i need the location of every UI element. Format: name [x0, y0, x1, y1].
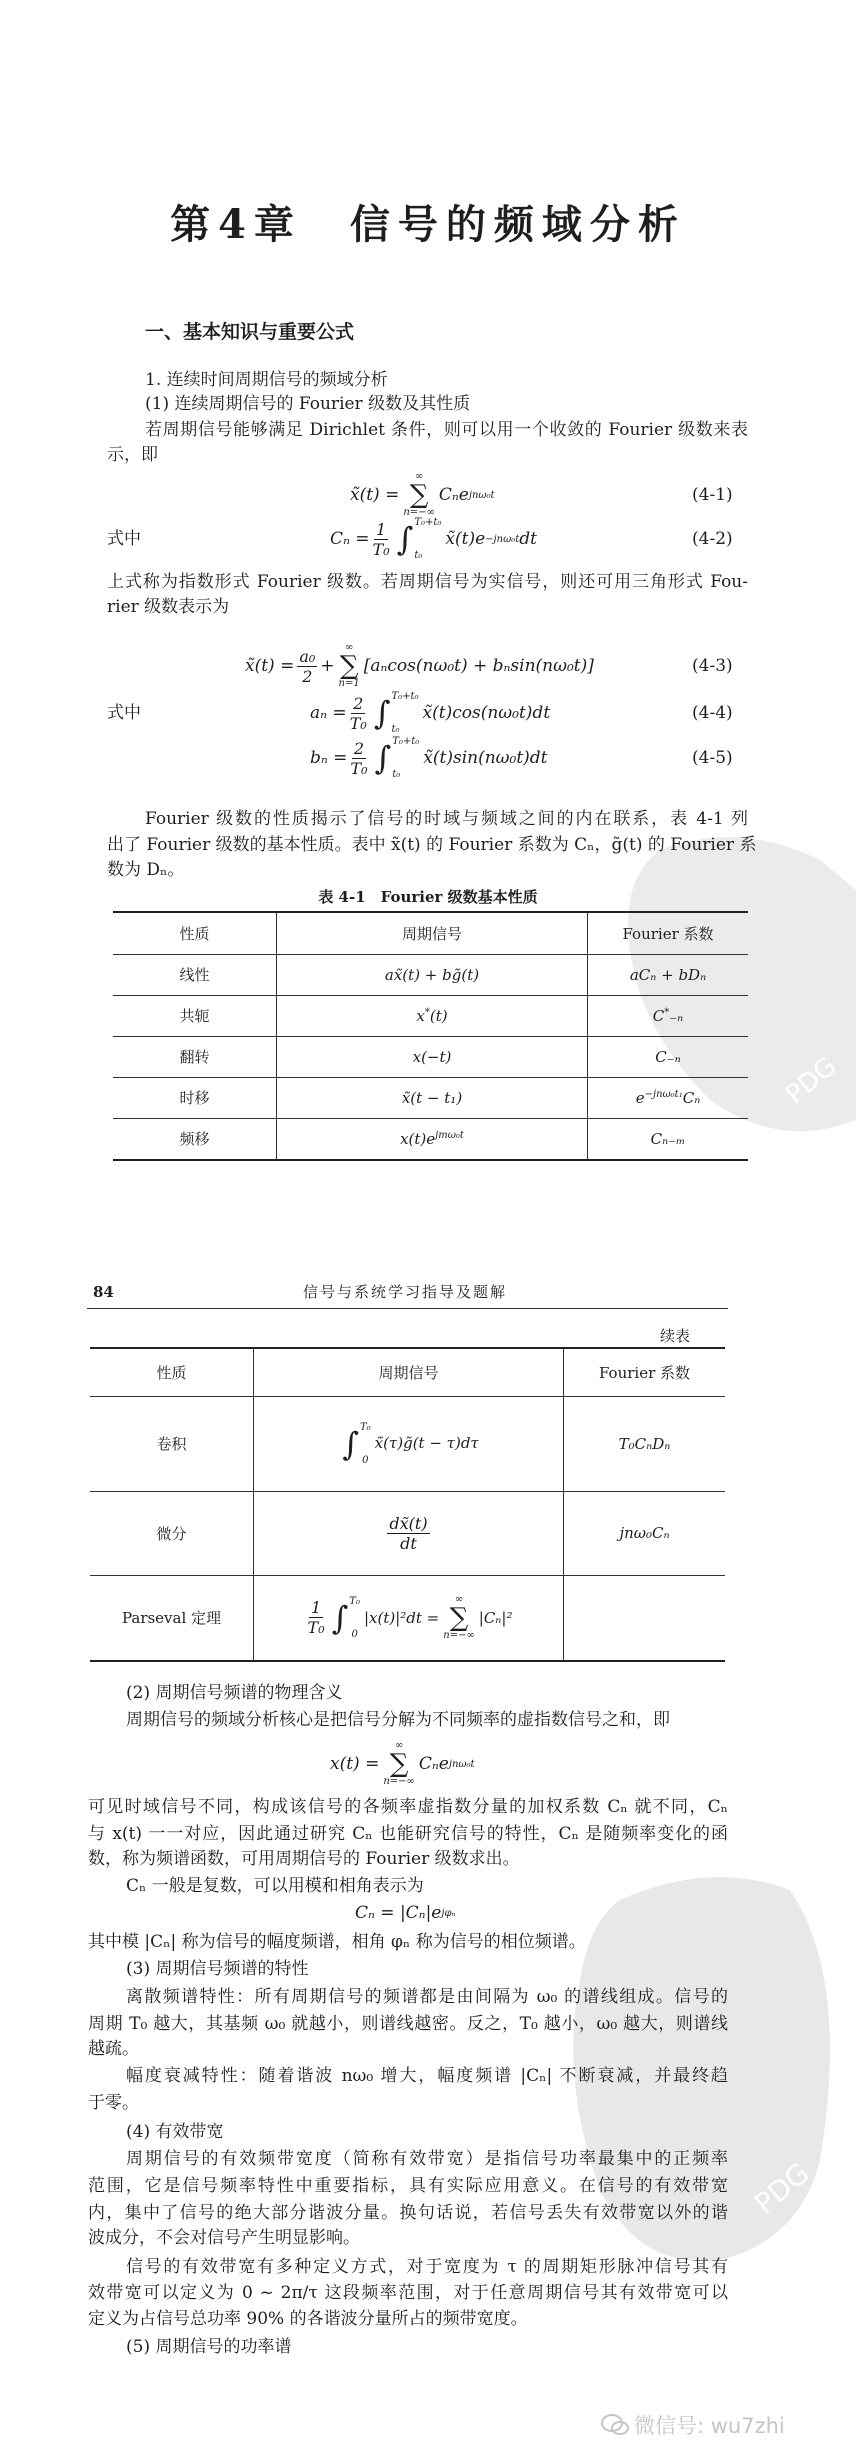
paragraph-line: 越疏。 [88, 2039, 139, 2059]
paragraph-line: 其中模 |Cₙ| 称为信号的幅度频谱，相角 φₙ 称为信号的相位频谱。 [88, 1932, 586, 1952]
coefficient-cell [588, 995, 749, 1036]
table-row [113, 1077, 748, 1118]
integral: ∫ T₀ 0 [342, 1421, 371, 1466]
section-heading: 一、基本知识与重要公式 [145, 321, 355, 343]
sum-upper: ∞ [454, 1593, 464, 1605]
subsection-heading: 1. 连续时间周期信号的频域分析 [145, 370, 388, 390]
equation-4-4 [310, 688, 550, 738]
paragraph-line: 幅度衰减特性：随着谐波 nω₀ 增大，幅度频谱 |Cₙ| 不断衰减，并最终趋 [126, 2066, 728, 2086]
denominator: T₀ [307, 1618, 325, 1638]
int-upper: T₀+t₀ [391, 691, 419, 702]
paragraph-line: 数，称为频谱函数，可用周期信号的 Fourier 级数求出。 [88, 1849, 520, 1869]
equation-4-1 [350, 470, 495, 520]
svg-text:PDG: PDG [780, 1051, 843, 1111]
int-lower: t₀ [414, 550, 423, 561]
wechat-icon [600, 2412, 630, 2438]
fourier-properties-table-continued [90, 1347, 725, 1662]
coef-tail: ₋ₙ [669, 1006, 684, 1025]
paragraph-line: 可见时域信号不同，构成该信号的各频率虚指数分量的加权系数 Cₙ 就不同，Cₙ [88, 1797, 728, 1817]
signal-cell [254, 1575, 564, 1661]
eq-exponent: jnω₀t [448, 1758, 475, 1770]
int-upper: T₀ [349, 1595, 360, 1607]
eq-body: x̃(t)cos(nω₀t)dt [422, 703, 551, 723]
paragraph-line: 离散频谱特性：所有周期信号的频谱都是由间隔为 ω₀ 的谱线组成。信号的 [126, 1987, 728, 2007]
int-upper: T₀+t₀ [414, 517, 442, 528]
equation-4-2 [330, 514, 537, 564]
header-cell: 周期信号 [277, 912, 588, 954]
property-cell: 时移 [113, 1077, 277, 1118]
int-lower: 0 [362, 1454, 369, 1466]
paragraph-line: 若周期信号能够满足 Dirichlet 条件，则可以用一个收敛的 Fourier 级数来表 [145, 420, 748, 440]
table-row [90, 1396, 725, 1491]
coef-sup: −jnω₀t₁ [644, 1088, 683, 1100]
sum-lower: n=−∞ [443, 1629, 475, 1641]
table-header-row [90, 1348, 725, 1396]
numerator: 1 [310, 1598, 322, 1618]
coefficient-cell: C₋ₙ [588, 1036, 749, 1077]
int-lower: t₀ [391, 724, 400, 735]
eq-body: x̃(t)e [445, 529, 486, 549]
integrand: x̃(τ)g̃(t − τ)dτ [374, 1433, 479, 1452]
integral: ∫ T₀+t₀ t₀ [373, 691, 419, 735]
signal-cell: ax̃(t) + bg̃(t) [277, 954, 588, 995]
table-caption: 表 4-1 Fourier 级数基本性质 [318, 888, 538, 906]
where-label: 式中 [107, 703, 141, 723]
signal-sup: * [424, 1006, 430, 1018]
coefficient-cell: T₀CₙDₙ [564, 1396, 726, 1491]
paragraph-line: 信号的有效带宽有多种定义方式，对于宽度为 τ 的周期矩形脉冲信号其有 [126, 2257, 728, 2277]
fourier-properties-table [113, 911, 748, 1161]
coefficient-cell [564, 1575, 726, 1661]
equation-number: (4-2) [692, 529, 733, 549]
header-cell: Fourier 系数 [588, 912, 749, 954]
equation-number: (4-5) [692, 748, 733, 768]
numerator: dx̃(t) [389, 1513, 428, 1533]
equation-magnitude-phase [355, 1901, 456, 1925]
coef-sup: * [664, 1006, 670, 1018]
property-cell: 线性 [113, 954, 277, 995]
eq-tail: dt [519, 529, 537, 549]
coef-tail: Cₙ [682, 1088, 701, 1107]
equation-number: (4-4) [692, 703, 733, 723]
continued-table-label: 续表 [660, 1327, 691, 1345]
header-cell: 性质 [113, 912, 277, 954]
coef-text: e [635, 1088, 645, 1107]
header-rule [87, 1308, 728, 1309]
numerator: 2 [353, 738, 365, 758]
signal-text: x [416, 1006, 425, 1025]
table-row [113, 995, 748, 1036]
table-row [113, 1036, 748, 1077]
signal-sup: jmω₀t [435, 1129, 464, 1141]
item-heading: (1) 连续周期信号的 Fourier 级数及其性质 [145, 394, 471, 414]
eq-term: Cₙe [418, 1754, 449, 1774]
paragraph-line: Fourier 级数的性质揭示了信号的时域与频域之间的内在联系，表 4-1 列 [145, 809, 748, 829]
paragraph-line: 上式称为指数形式 Fourier 级数。若周期信号为实信号，则还可用三角形式 Fou- [107, 572, 748, 592]
denominator: dt [400, 1533, 417, 1553]
paragraph-line: 范围，它是信号频率特性中重要指标，具有实际应用意义。在信号的有效带宽 [88, 2176, 728, 2196]
table-row [90, 1575, 725, 1661]
paragraph-line: 与 x(t) 一一对应，因此通过研究 Cₙ 也能研究信号的特性，Cₙ 是随频率变化的函 [88, 1824, 728, 1844]
equation-4-3 [245, 641, 594, 691]
denominator: T₀ [372, 539, 390, 559]
paragraph-line: 波成分，不会对信号产生明显影响。 [88, 2228, 360, 2248]
table-row [113, 1118, 748, 1160]
wechat-watermark [600, 2410, 785, 2440]
signal-tail: (t) [429, 1006, 448, 1025]
table-row [90, 1491, 725, 1575]
signal-cell [254, 1491, 564, 1575]
eq-term: Cₙe [438, 485, 469, 505]
eq-lhs: Cₙ = |Cₙ|e [355, 1903, 442, 1923]
equation-4-5 [310, 733, 548, 783]
integral: ∫ T₀+t₀ t₀ [396, 517, 442, 561]
sum-lower: n=1 [338, 678, 360, 689]
integral: ∫ T₀+t₀ t₀ [374, 736, 420, 780]
property-cell: 翻转 [113, 1036, 277, 1077]
running-title: 信号与系统学习指导及题解 [302, 1283, 507, 1301]
plus-sign: + [320, 656, 335, 676]
equation-fourier-series [330, 1739, 475, 1789]
summation: ∞ ∑ n=1 [338, 642, 360, 689]
integral: ∫ T₀ 0 [331, 1595, 360, 1640]
paragraph-line: 周期 T₀ 越大，其基频 ω₀ 就越小，则谱线越密。反之，T₀ 越小，ω₀ 越大，则谱线 [88, 2014, 728, 2034]
signal-cell: x(−t) [277, 1036, 588, 1077]
signal-cell [277, 1118, 588, 1160]
paragraph-line: 效带宽可以定义为 0 ~ 2π/τ 这段频率范围，对于任意周期信号其有效带宽可以 [88, 2283, 728, 2303]
paragraph-line: 周期信号的有效频带宽度（简称有效带宽）是指信号功率最集中的正频率 [126, 2149, 728, 2169]
table-row [113, 954, 748, 995]
property-cell: 卷积 [90, 1396, 254, 1491]
eq-lhs: Cₙ = [330, 529, 370, 549]
eq-exponent: jφₙ [441, 1907, 456, 1919]
fraction [308, 1598, 325, 1637]
paragraph-line: 于零。 [88, 2093, 139, 2113]
int-upper: T₀+t₀ [392, 736, 420, 747]
int-upper: T₀ [359, 1421, 371, 1433]
denominator: 2 [302, 666, 313, 686]
paragraph-line: 定义为占信号总功率 90% 的各谐波分量所占的频带宽度。 [88, 2309, 528, 2329]
summation: ∞ ∑ n=−∞ [443, 1593, 475, 1641]
chapter-title: 第4章 信号的频域分析 [170, 201, 686, 248]
eq-exponent: −jnω₀t [485, 533, 520, 545]
item-heading: (4) 有效带宽 [126, 2122, 224, 2142]
eq-lhs: aₙ = [310, 703, 347, 723]
fraction [387, 1514, 429, 1553]
item-heading: (5) 周期信号的功率谱 [126, 2337, 292, 2357]
integrand: |x(t)|²dt = [363, 1608, 440, 1627]
property-cell: 微分 [90, 1491, 254, 1575]
coefficient-cell: Cₙ₋ₘ [588, 1118, 749, 1160]
fraction [350, 694, 367, 733]
fraction [297, 647, 317, 686]
header-cell: 性质 [90, 1348, 254, 1396]
property-cell: Parseval 定理 [90, 1575, 254, 1661]
equation-number: (4-1) [692, 485, 733, 505]
summation: ∞ ∑ n=−∞ [383, 1740, 415, 1787]
property-cell: 频移 [113, 1118, 277, 1160]
int-lower: 0 [351, 1628, 358, 1640]
eq-lhs: x̃(t) = [350, 485, 400, 505]
sum-upper: ∞ [394, 1740, 404, 1751]
coefficient-cell: jnω₀Cₙ [564, 1491, 726, 1575]
paragraph-line: 数为 Dₙ。 [107, 860, 185, 880]
paragraph-line: rier 级数表示为 [107, 597, 230, 617]
eq-body: x̃(t)sin(nω₀t)dt [423, 748, 548, 768]
eq-tail: |Cₙ|² [478, 1608, 513, 1627]
summation: ∞ ∑ n=−∞ [403, 471, 435, 518]
signal-cell: x̃(t − t₁) [277, 1077, 588, 1118]
signal-text: x(t)e [400, 1129, 436, 1148]
paragraph-line: 内，集中了信号的绝大部分谐波分量。换句话说，若信号丢失有效带宽以外的谐 [88, 2203, 728, 2223]
paragraph-line: Cₙ 一般是复数，可以用模和相角表示为 [126, 1876, 424, 1896]
signal-cell [254, 1396, 564, 1491]
item-heading: (2) 周期信号频谱的物理含义 [126, 1683, 343, 1703]
eq-lhs: x̃(t) = [245, 656, 295, 676]
eq-exponent: jnω₀t [468, 489, 495, 501]
property-cell: 共轭 [113, 995, 277, 1036]
sum-lower: n=−∞ [383, 1776, 415, 1787]
sum-upper: ∞ [344, 642, 354, 653]
paragraph-line: 示，即 [107, 445, 158, 465]
wechat-id: 微信号: wu7zhi [634, 2414, 785, 2438]
numerator: 1 [376, 519, 387, 539]
coef-text: C [652, 1006, 665, 1025]
int-lower: t₀ [392, 769, 401, 780]
denominator: T₀ [350, 758, 368, 778]
eq-lhs: bₙ = [310, 748, 348, 768]
coefficient-cell [588, 1077, 749, 1118]
eq-body: [aₙcos(nω₀t) + bₙsin(nω₀t)] [363, 656, 594, 676]
paragraph-line: 出了 Fourier 级数的基本性质。表中 x̃(t) 的 Fourier 系数为 Cₙ，g̃(t) 的 Fourier 系 [107, 835, 757, 855]
denominator: T₀ [349, 713, 367, 733]
header-cell: Fourier 系数 [564, 1348, 726, 1396]
item-heading: (3) 周期信号频谱的特性 [126, 1959, 309, 1979]
sum-lower: n=−∞ [403, 507, 435, 518]
numerator: 2 [353, 693, 364, 713]
coefficient-cell: aCₙ + bDₙ [588, 954, 749, 995]
paragraph-line: 周期信号的频域分析核心是把信号分解为不同频率的虚指数信号之和，即 [126, 1710, 670, 1730]
fraction [350, 739, 367, 778]
sum-upper: ∞ [414, 471, 424, 482]
equation-number: (4-3) [692, 656, 733, 676]
page-number: 84 [93, 1283, 114, 1301]
header-cell: 周期信号 [254, 1348, 564, 1396]
eq-lhs: x(t) = [330, 1754, 380, 1774]
fraction [373, 520, 390, 559]
svg-text:PDG: PDG [748, 2156, 816, 2221]
table-header-row [113, 912, 748, 954]
numerator: a₀ [299, 646, 316, 666]
signal-cell [277, 995, 588, 1036]
where-label: 式中 [107, 529, 141, 549]
